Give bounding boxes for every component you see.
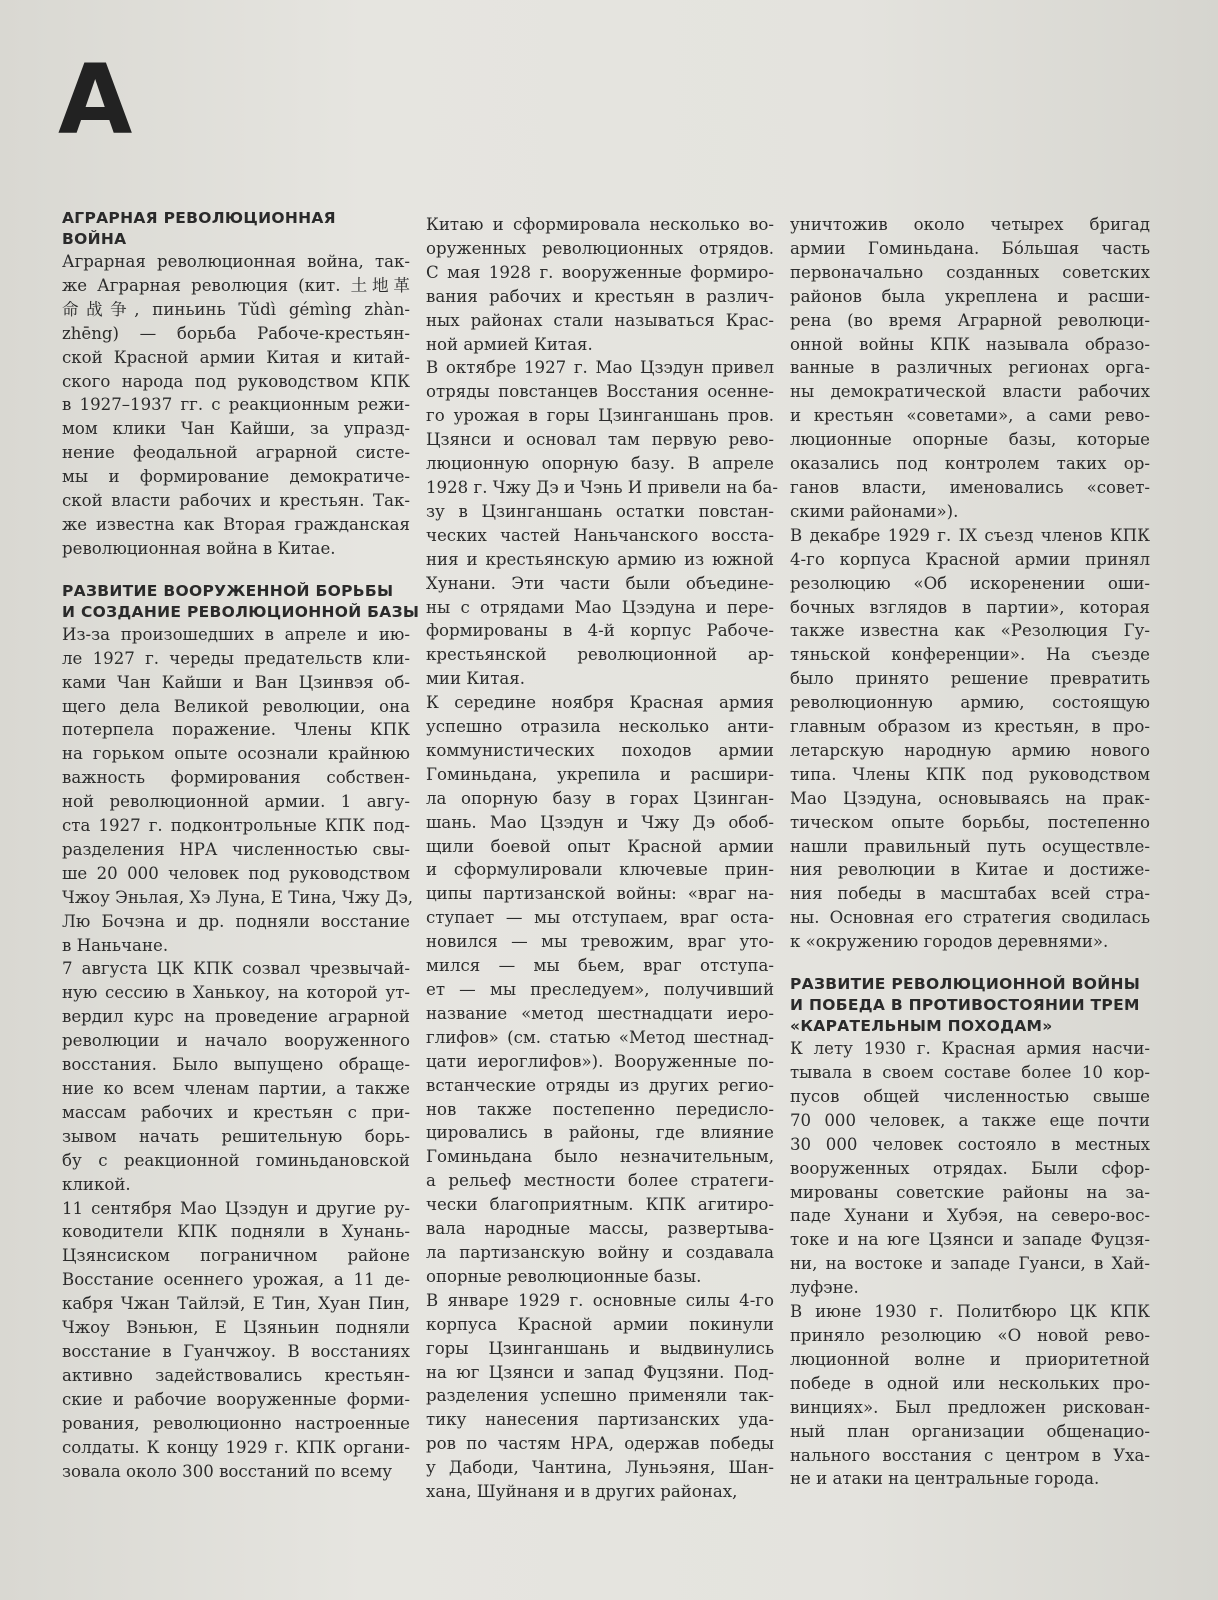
text-line: вердил курс на проведение аграрной (62, 1007, 410, 1027)
text-line: винциях». Был предложен рискован- (790, 1397, 1150, 1417)
heading-line: ВОЙНА (62, 230, 127, 248)
text-line: хана, Шуйнаня и в других районах, (426, 1482, 738, 1502)
text-line: новился — мы тревожим, враг уто- (426, 932, 774, 952)
text-line: Восстание осеннего урожая, а 11 де- (62, 1270, 410, 1290)
text-line: скими районами»). (790, 501, 959, 521)
paragraph (426, 1289, 774, 1504)
text-line: оруженных революционных отрядов. (426, 238, 774, 258)
text-line: победе в одной или нескольких про- (790, 1373, 1150, 1393)
text-line: зовала около 300 восстаний по всему (62, 1461, 392, 1481)
text-line: мы и формирование демократиче- (62, 467, 410, 487)
text-line: нального восстания с центром в Уха- (790, 1445, 1150, 1465)
text-line: мом клики Чан Кайши, за упразд- (62, 419, 410, 439)
text-line: Из-за произошедших в апреле и ию- (62, 624, 410, 644)
text-line: формированы в 4-й корпус Рабоче- (426, 621, 774, 641)
text-line: глифов» (см. статью «Метод шестнад- (426, 1027, 774, 1047)
section-letter: А (58, 44, 131, 156)
text-line: армии Гоминьдана. Бóльшая часть (790, 238, 1150, 258)
text-line: ную сессию в Ханькоу, на которой ут- (62, 983, 410, 1003)
text-line: название «метод шестнадцати иеро- (426, 1003, 774, 1023)
column-1 (62, 208, 420, 1483)
text-line: не и атаки на центральные города. (790, 1469, 1100, 1489)
text-line: ния революции в Китае и достиже- (790, 860, 1150, 880)
text-line: резолюцию «Об искоренении оши- (790, 573, 1150, 593)
column-2 (426, 213, 779, 1504)
text-line: В октябре 1927 г. Мао Цзэдун привел (426, 358, 774, 378)
paragraph (790, 524, 1150, 954)
text-line: 11 сентября Мао Цзэдун и другие ру- (62, 1198, 410, 1218)
text-line: важность формирования собствен- (62, 768, 410, 788)
text-line: ста 1927 г. подконтрольные КПК под- (62, 816, 410, 836)
text-line: zhēng) — борьба Рабоче-крестьян- (62, 323, 410, 343)
text-line: Мао Цзэдуна, основываясь на прак- (790, 788, 1150, 808)
text-line: Хунани. Эти части были объедине- (426, 573, 774, 593)
text-line: оказались под контролем таких ор- (790, 454, 1150, 474)
text-line: люционные опорные базы, которые (790, 430, 1150, 450)
text-line: революционная война в Китае. (62, 538, 336, 558)
text-line: ские и рабочие вооруженные форми- (62, 1389, 410, 1409)
paragraph (62, 623, 414, 958)
text-line: революции и начало вооруженного (62, 1031, 410, 1051)
text-line: ный план организации общенацио- (790, 1421, 1150, 1441)
text-line: восстания. Было выпущено обраще- (62, 1055, 410, 1075)
text-line: потерпела поражение. Члены КПК (62, 720, 410, 740)
text-line: В июне 1930 г. Политбюро ЦК КПК (790, 1302, 1150, 1322)
text-line: ципы партизанской войны: «враг на- (426, 884, 774, 904)
text-line: В январе 1929 г. основные силы 4-го (426, 1290, 774, 1310)
text-line: типа. Члены КПК под руководством (790, 764, 1150, 784)
text-line: К середине ноября Красная армия (426, 693, 774, 713)
text-line: приняло резолюцию «О новой рево- (790, 1325, 1150, 1345)
text-line: нов также постепенно передисло- (426, 1099, 774, 1119)
paragraph (790, 1300, 1150, 1491)
text-line: люционную опорную базу. В апреле (426, 454, 774, 474)
paragraph (426, 356, 779, 691)
text-line: 70 000 человек, а также еще почти (790, 1110, 1150, 1130)
heading-line: И ПОБЕДА В ПРОТИВОСТОЯНИИ ТРЕМ (790, 996, 1140, 1015)
text-line: Гоминьдана было незначительным, (426, 1147, 774, 1167)
text-line: Цзянсиском пограничном районе (62, 1246, 410, 1266)
paragraph (62, 1197, 410, 1484)
text-line: ни, на востоке и западе Гуанси, в Хай- (790, 1254, 1150, 1274)
text-line: в Наньчане. (62, 935, 169, 955)
text-line: Чжоу Эньлая, Хэ Луна, Е Тина, Чжу Дэ, (62, 887, 414, 907)
text-line: ны с отрядами Мао Цзэдуна и пере- (426, 597, 774, 617)
text-line: же известна как Вторая гражданская (62, 514, 410, 534)
text-line: 4-го корпуса Красной армии принял (790, 549, 1150, 569)
text-line: В декабре 1929 г. IX съезд членов КПК (790, 525, 1150, 545)
text-line: ных районах стали называться Крас- (426, 310, 774, 330)
section-heading (62, 208, 410, 250)
heading-line: И СОЗДАНИЕ РЕВОЛЮЦИОННОЙ БАЗЫ (62, 602, 420, 621)
text-line: мился — мы бьем, враг отступа- (426, 956, 774, 976)
text-line: шань. Мао Цзэдун и Чжу Дэ обоб- (426, 812, 774, 832)
text-line: мии Китая. (426, 669, 526, 689)
text-line: районов была укреплена и расши- (790, 286, 1150, 306)
text-line: главным образом из крестьян, в про- (790, 717, 1150, 737)
text-line: Лю Бочэна и др. подняли восстание (62, 911, 410, 931)
paragraph (790, 213, 1150, 524)
text-line: ванные в различных регионах орга- (790, 358, 1150, 378)
text-line: Чжоу Вэньюн, Е Цзяньин подняли (62, 1318, 410, 1338)
text-line: вооруженных отрядах. Были сфор- (790, 1158, 1150, 1178)
text-line: ны демократической власти рабочих (790, 382, 1150, 402)
text-line: у Дабоди, Чантина, Луньэяня, Шан- (426, 1458, 774, 1478)
text-line: кликой. (62, 1174, 131, 1194)
text-line: активно задействовались крестьян- (62, 1365, 410, 1385)
text-line: бочных взглядов в партии», которая (790, 597, 1150, 617)
text-line: С мая 1928 г. вооруженные формиро- (426, 262, 774, 282)
text-line: отряды повстанцев Восстания осенне- (426, 382, 774, 402)
text-line: тическом опыте борьбы, постепенно (790, 812, 1150, 832)
paragraph (62, 250, 410, 561)
text-line: и крестьян «советами», а сами рево- (790, 406, 1150, 426)
text-line: первоначально созданных советских (790, 262, 1150, 282)
text-line: щили боевой опыт Красной армии (426, 836, 774, 856)
text-line: 30 000 человек состояло в местных (790, 1134, 1150, 1154)
text-line: ской власти рабочих и крестьян. Так- (62, 491, 410, 511)
text-line: ния победы в масштабах всей стра- (790, 884, 1150, 904)
heading-line: «КАРАТЕЛЬНЫМ ПОХОДАМ» (790, 1017, 1053, 1036)
text-line: зу в Цзинганшань остатки повстан- (426, 501, 774, 521)
paragraph (790, 1037, 1150, 1300)
text-line: в 1927–1937 гг. с реакционным режи- (62, 395, 410, 415)
text-line: ния и крестьянскую армию из южной (426, 549, 774, 569)
paragraph (426, 691, 774, 1289)
text-line: 命战争, пиньинь Tǔdì gémìng zhàn- (62, 299, 410, 319)
text-line: зывом начать решительную борь- (62, 1126, 410, 1146)
text-line: тывала в своем составе более 10 кор- (790, 1063, 1150, 1082)
text-line: ступает — мы отступаем, враг оста- (426, 908, 774, 928)
text-line: корпуса Красной армии покинули (426, 1314, 774, 1334)
text-line: щего дела Великой революции, она (62, 696, 410, 716)
text-line: ководители КПК подняли в Хунань- (62, 1222, 410, 1242)
text-line: нашли правильный путь осуществле- (790, 836, 1150, 856)
text-line: ческих частей Наньчанского восста- (426, 525, 774, 545)
text-line: коммунистических походов армии (426, 740, 774, 760)
text-line: цати иероглифов»). Вооруженные по- (426, 1051, 774, 1071)
text-line: рования, революционно настроенные (62, 1413, 410, 1433)
text-line: паде Хунани и Хубэя, на северо-вос- (790, 1206, 1150, 1226)
text-line: ров по частям НРА, одержав победы (426, 1434, 774, 1454)
text-line: ной армией Китая. (426, 334, 593, 354)
text-line: разделения успешно применяли так- (426, 1386, 774, 1406)
section-heading (62, 581, 420, 623)
text-line: го урожая в горы Цзинганшань пров. (426, 406, 774, 426)
text-line: Китаю и сформировала несколько во- (426, 215, 774, 234)
text-line: ками Чан Кайши и Ван Цзинвэя об- (62, 672, 410, 692)
text-line: опорные революционные базы. (426, 1266, 702, 1286)
text-line: онной войны КПК называла образо- (790, 334, 1150, 354)
text-line: рена (во время Аграрной революци- (790, 310, 1150, 330)
text-line: ла партизанскую войну и создавала (426, 1242, 774, 1262)
text-line: ле 1927 г. череды предательств кли- (62, 648, 410, 668)
text-line: К лету 1930 г. Красная армия насчи- (790, 1039, 1150, 1059)
heading-line: РАЗВИТИЕ ВООРУЖЕННОЙ БОРЬБЫ (62, 581, 394, 600)
text-line: Цзянси и основал там первую рево- (426, 430, 774, 450)
text-line: луфэне. (790, 1278, 859, 1298)
text-line: ской Красной армии Китая и китай- (62, 347, 410, 367)
text-line: чески благоприятным. КПК агитиро- (426, 1195, 774, 1215)
text-line: 7 августа ЦК КПК созвал чрезвычай- (62, 959, 410, 979)
paragraph (62, 957, 410, 1196)
text-line: а рельеф местности более стратеги- (426, 1171, 774, 1191)
text-line: горы Цзинганшань и выдвинулись (426, 1338, 774, 1358)
text-line: разделения НРА численностью свы- (62, 839, 410, 859)
text-line: бу с реакционной гоминьдановской (62, 1150, 410, 1170)
text-line: на юг Цзянси и запад Фуцзяни. Под- (426, 1362, 774, 1382)
text-line: люционной волне и приоритетной (790, 1349, 1150, 1369)
text-line: тяньской конференции». На съезде (790, 645, 1150, 665)
text-line: ны. Основная его стратегия сводилась (790, 908, 1150, 928)
text-line: ла опорную базу в горах Цзинган- (426, 788, 774, 808)
text-line: успешно отразила несколько анти- (426, 717, 774, 737)
text-line: вала народные массы, развертыва- (426, 1219, 774, 1239)
text-line: нение феодальной аграрной систе- (62, 443, 410, 463)
text-line: ной революционной армии. 1 авгу- (62, 792, 410, 812)
text-line: Аграрная революционная война, так- (62, 252, 410, 271)
heading-line: АГРАРНАЯ РЕВОЛЮЦИОННАЯ (62, 209, 336, 227)
text-line: встанческие отряды из других регио- (426, 1075, 774, 1095)
text-line: ние ко всем членам партии, а также (62, 1079, 410, 1098)
text-line: к «окружению городов деревнями». (790, 932, 1109, 952)
text-line: кабря Чжан Тайлэй, Е Тин, Хуан Пин, (62, 1294, 410, 1314)
text-line: ет — мы преследуем», получивший (426, 980, 774, 999)
text-line: было принято решение превратить (790, 669, 1150, 689)
text-line: солдаты. К концу 1929 г. КПК органи- (62, 1437, 410, 1457)
section-heading (790, 974, 1150, 1037)
text-line: вания рабочих и крестьян в различ- (426, 286, 774, 306)
text-line: на горьком опыте осознали крайнюю (62, 744, 410, 764)
text-line: летарскую народную армию нового (790, 740, 1150, 760)
text-line: токе и на юге Цзянси и западе Фуцзя- (790, 1230, 1150, 1250)
text-line: крестьянской революционной ар- (426, 645, 774, 665)
text-line: ского народа под руководством КПК (62, 371, 410, 391)
text-line: восстание в Гуанчжоу. В восстаниях (62, 1341, 410, 1361)
text-line: пусов общей численностью свыше (790, 1086, 1150, 1106)
text-line: массам рабочих и крестьян с при- (62, 1102, 410, 1122)
text-line: же Аграрная революция (кит. 土地革 (62, 275, 410, 295)
text-line: и сформулировали ключевые прин- (426, 860, 774, 880)
heading-line: РАЗВИТИЕ РЕВОЛЮЦИОННОЙ ВОЙНЫ (790, 975, 1141, 994)
text-line: Гоминьдана, укрепила и расшири- (426, 764, 774, 784)
text-line: революционную армию, состоящую (790, 693, 1150, 713)
column-3 (790, 213, 1150, 1491)
text-line: ше 20 000 человек под руководством (62, 863, 410, 883)
text-line: цировались в районы, где влияние (426, 1123, 774, 1143)
text-line: также известна как «Резолюция Гу- (790, 621, 1150, 641)
text-line: уничтожив около четырех бригад (790, 215, 1150, 234)
text-line: 1928 г. Чжу Дэ и Чэнь И привели на ба- (426, 477, 779, 497)
text-line: ганов власти, именовались «совет- (790, 477, 1150, 497)
paragraph (426, 213, 774, 356)
text-line: мированы советские районы на за- (790, 1182, 1150, 1202)
text-line: тику нанесения партизанских уда- (426, 1410, 774, 1430)
